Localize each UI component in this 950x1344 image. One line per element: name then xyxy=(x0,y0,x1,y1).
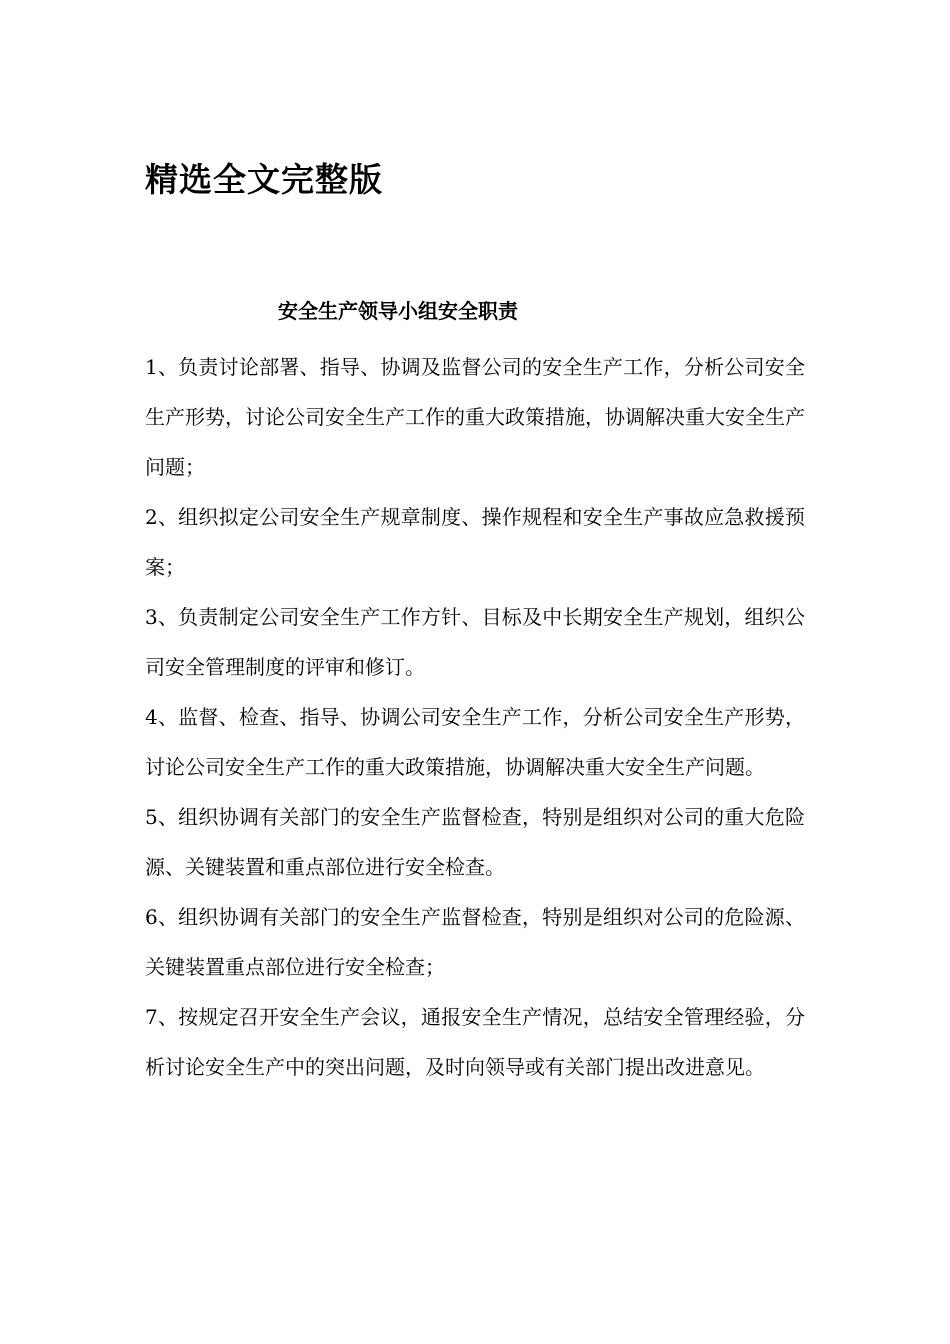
duty-item-1: 1、负责讨论部署、指导、协调及监督公司的安全生产工作，分析公司安全生产形势，讨论公司安全生产工作的重大政策措施，协调解决重大安全生产问题； xyxy=(145,355,805,479)
duty-item-6: 6、组织协调有关部门的安全生产监督检查，特别是组织对公司的危险源、关键装置重点部位进行安全检查； xyxy=(145,905,805,979)
duty-item-4: 4、监督、检查、指导、协调公司安全生产工作，分析公司安全生产形势，讨论公司安全生产工作的重大政策措施，协调解决重大安全生产问题。 xyxy=(145,705,805,779)
duty-item-5: 5、组织协调有关部门的安全生产监督检查，特别是组织对公司的重大危险源、关键装置和重点部位进行安全检查。 xyxy=(145,805,805,879)
duty-item-2: 2、组织拟定公司安全生产规章制度、操作规程和安全生产事故应急救援预案； xyxy=(145,505,805,579)
duty-item-7: 7、按规定召开安全生产会议，通报安全生产情况，总结安全管理经验，分析讨论安全生产中的突出问题，及时向领导或有关部门提出改进意见。 xyxy=(145,1005,805,1079)
duty-item-3: 3、负责制定公司安全生产工作方针、目标及中长期安全生产规划，组织公司安全管理制度的评审和修订。 xyxy=(145,605,805,679)
banner-heading: 精选全文完整版 xyxy=(145,160,383,199)
duty-list xyxy=(145,342,805,1092)
document-title: 安全生产领导小组安全职责 xyxy=(278,299,518,323)
